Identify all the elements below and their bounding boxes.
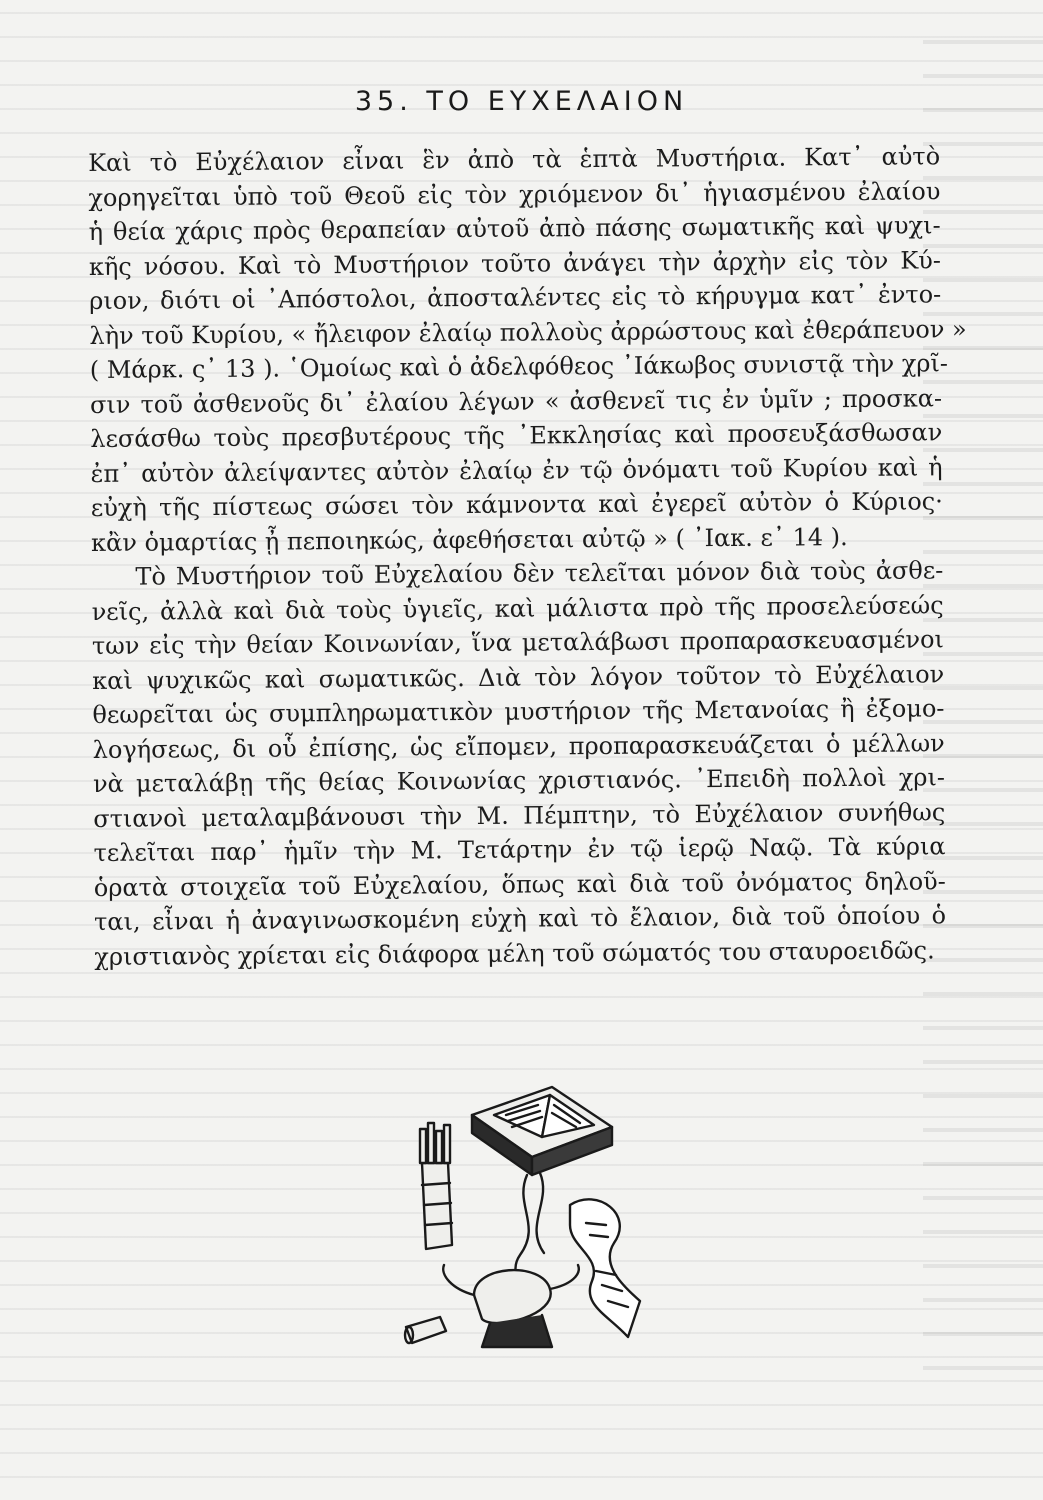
text-line: εὐχὴ τῆς πίστεως σώσει τὸν κάμνοντα καὶ ἐγερεῖ αὐτὸν ὁ Κύριος· [90, 487, 943, 522]
text-line: λογήσεως, δι οὗ ἐπίσης, ὡς εἴπομεν, προπαρασκευάζεται ὁ μέλλων [92, 728, 945, 764]
text-line: χριστιανὸς χρίεται εἰς διάφορα μέλη τοῦ σώματός του σταυροειδῶς. [94, 935, 935, 971]
text-line: ἡ θεία χάρις πρὸς θεραπείαν αὐτοῦ ἀπὸ πάσης σωματικῆς καὶ ψυχι- [88, 211, 941, 246]
text-line: λεσάσθω τοὺς πρεσβυτέρους τῆς ᾽Εκκλησίας καὶ προσευξάσθωσαν [90, 418, 943, 453]
text-line: λὴν τοῦ Κυρίου, « ἤλειφον ἐλαίῳ πολλοὺς ἀρρώστους καὶ ἐθεράπευον » [89, 314, 967, 350]
text-line: των εἰς τὴν θείαν Κοινωνίαν, ἵνα μεταλάβωσι προπαρασκευασμένοι [91, 625, 945, 660]
text-line: ριον, διότι οἱ ᾽Απόστολοι, ἀποσταλέντες εἰς τὸ κήρυγμα κατ᾽ ἐντο- [89, 280, 942, 315]
chapter-title: 35. ΤΟ ΕΥΧΕΛΑΙΟΝ [354, 86, 689, 117]
text-line: ἐπ᾽ αὐτὸν ἀλείψαντες αὐτὸν ἐλαίῳ ἐν τῷ ὀνόματι τοῦ Κυρίου καὶ ἡ [90, 452, 943, 488]
text-line: κἂν ὁμαρτίας ᾖ πεποιηκώς, ἀφεθήσεται αὐτῷ » ( ᾽Ιακ. ε᾽ 14 ). [91, 522, 848, 557]
text-line: κῆς νόσου. Καὶ τὸ Μυστήριον τοῦτο ἀνάγει τὴν ἀρχὴν εἰς τὸν Κύ- [88, 245, 942, 281]
text-line: θεωρεῖται ὡς συμπληρωματικὸν μυστήριον τῆς Μετανοίας ἢ ἐξομο- [92, 694, 945, 729]
text-line: καὶ ψυχικῶς καὶ σωματικῶς. Διὰ τὸν λόγον τοῦτον τὸ Εὐχέλαιον [92, 659, 945, 695]
text-line: ( Μάρκ. ς᾽ 13 ). ῾Ομοίως καὶ ὁ ἀδελφόθεος ᾽Ιάκωβος συνιστᾷ τὴν χρῖ- [89, 349, 949, 384]
liturgical-vignette-icon [402, 1075, 652, 1365]
text-line: χορηγεῖται ὑπὸ τοῦ Θεοῦ εἰς τὸν χριόμενον δι᾽ ἡγιασμένου ἐλαίου [88, 176, 941, 212]
text-line: ὁρατὰ στοιχεῖα τοῦ Εὐχελαίου, ὅπως καὶ διὰ τοῦ ὀνόματος δηλοῦ- [93, 866, 946, 902]
text-line: σιν τοῦ ἀσθενοῦς δι᾽ ἐλαίου λέγων « ἀσθενεῖ τις ἐν ὑμῖν ; προσκα- [89, 383, 943, 419]
text-line: νεῖς, ἀλλὰ καὶ διὰ τοὺς ὑγιεῖς, καὶ μάλιστα πρὸ τῆς προσελεύσεώς [91, 590, 944, 626]
text-line: νὰ μεταλάβῃ τῆς θείας Κοινωνίας χριστιανός. ᾽Επειδὴ πολλοὶ χρι- [92, 763, 946, 798]
text-line: Τὸ Μυστήριον τοῦ Εὐχελαίου δὲν τελεῖται μόνον διὰ τοὺς ἀσθε- [135, 556, 944, 591]
text-line: ται, εἶναι ἡ ἀναγινωσκομένη εὐχὴ καὶ τὸ ἔλαιον, διὰ τοῦ ὁποίου ὁ [93, 901, 947, 936]
body-text [88, 139, 967, 974]
text-line: Καὶ τὸ Εὐχέλαιον εἶναι ἓν ἀπὸ τὰ ἑπτὰ Μυστήρια. Κατ᾽ αὐτὸ [88, 142, 941, 177]
text-line: τελεῖται παρ᾽ ἡμῖν τὴν Μ. Τετάρτην ἐν τῷ ἱερῷ Ναῷ. Τὰ κύρια [93, 832, 946, 867]
text-line: στιανοὶ μεταλαμβάνουσι τὴν Μ. Πέμπτην, τὸ Εὐχέλαιον συνήθως [93, 797, 946, 833]
